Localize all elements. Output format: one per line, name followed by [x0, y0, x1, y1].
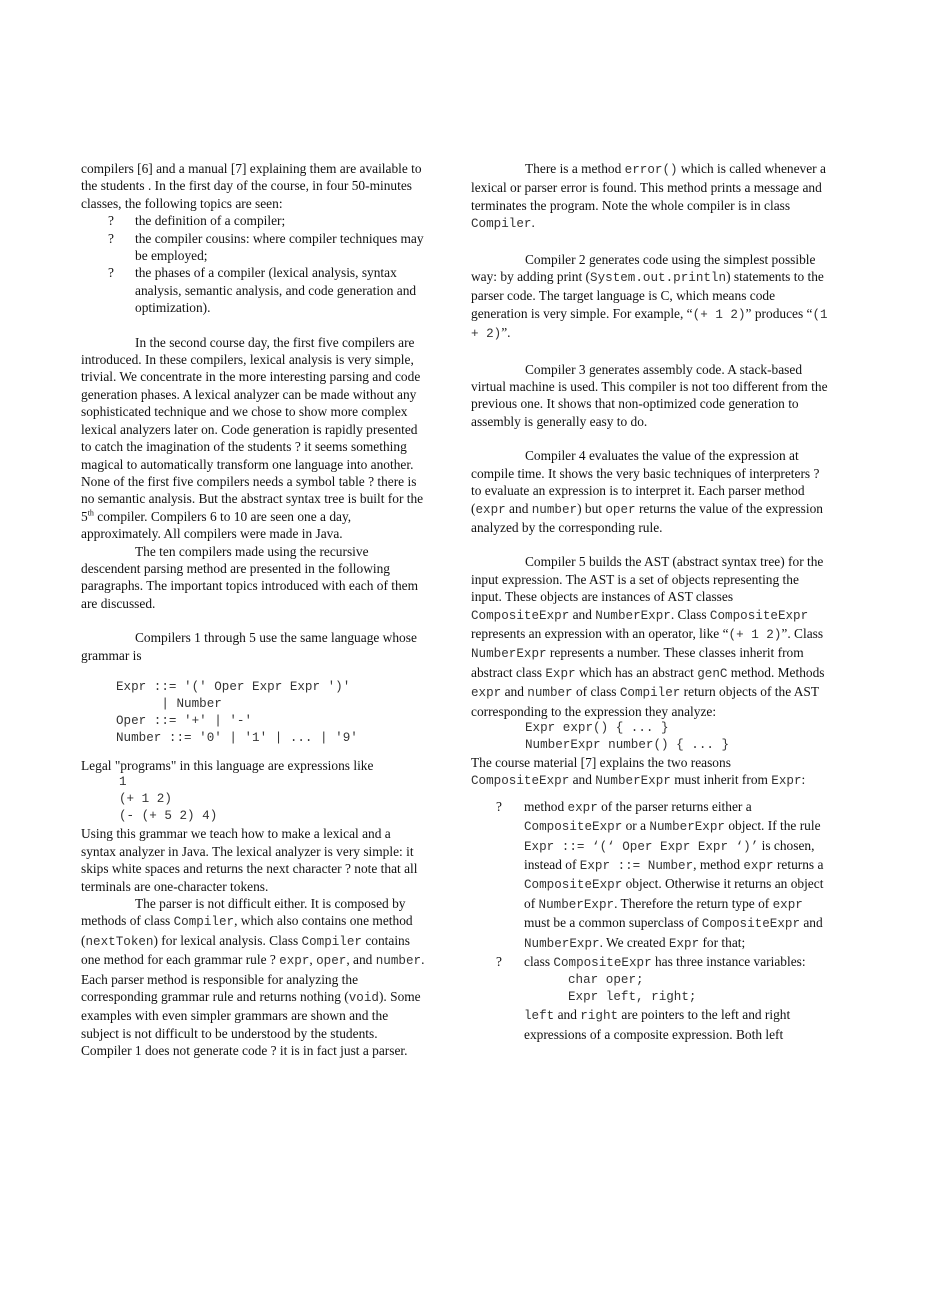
text-run: ). Some examples with even simpler grammars are shown and the subject is not difficult to be understood by the students. Compiler 1 does not generate code ? it is in fact just a parser.: [81, 989, 421, 1059]
inline-code: Expr ::= ‘(‘ Oper Expr Expr ‘)’: [524, 839, 759, 854]
text-run: Compiler 2 generates code using the simplest possible way: by adding print (: [471, 251, 816, 285]
inline-code: CompositeExpr: [471, 774, 570, 789]
text-run: which has an abstract: [575, 664, 698, 680]
text-run: for that;: [699, 934, 746, 950]
text-run: The course material [7] explains the two reasons: [471, 754, 731, 770]
paragraph-course-material: [471, 754, 829, 791]
text-run: object. If the rule: [724, 818, 821, 834]
inline-code: Compiler: [471, 217, 532, 232]
text-run: Compiler 4 evaluates the value of the expression at compile time. It shows the very basic techniques of interpreters ? to evaluate an expression is to interpret it. Each parser method (: [471, 448, 820, 516]
text-run: . Therefore the return type of: [614, 895, 773, 911]
inline-code: Compiler: [301, 934, 362, 949]
paragraph-compiler-3: Compiler 3 generates assembly code. A stack-based virtual machine is used. This compiler is not too different from the previous one. It shows that non-optimized code generation to assembly is generally easy to do.: [471, 361, 828, 429]
grammar-code-block: Expr ::= '(' Oper Expr Expr ')' | Number Oper ::= '+' | '-' Number ::= '0' | '1' | ... | '9': [116, 679, 358, 745]
paragraph-intro: compilers [6] and a manual [7] explaining them are available to the students . In the first day of the course, in four 50-minutes classes, the following topics are seen:: [81, 161, 422, 211]
inline-code: Compiler: [173, 915, 235, 930]
paragraph-compiler-4: [471, 447, 829, 536]
paragraph-parser: [81, 895, 429, 1060]
inline-code: (1 + 2): [471, 307, 828, 342]
text-run: . Each parser method is responsible for analyzing the corresponding grammar rule and returns nothing (: [81, 952, 425, 1005]
text-run: In the second course day, the first five compilers are introduced. In these compilers, lexical analysis is very simple, trivial. We concentrate in the more interesting parsing and code generation phases. A lexical analyzer can be made without any sophisticated technique and we chose to show more complex lexical analyzers later on. Code generation is rapidly presented to catch the imagination of the students ? it seems something magical to automatically transform one language into another. None of the first five compilers needs a symbol table ? there is no semantic analysis. But the abstract syntax tree is built for the 5: [81, 334, 424, 524]
instance-variables-code-block: char oper; Expr left, right;: [568, 973, 697, 1005]
method-signatures-code-block: Expr expr() { ... } NumberExpr number() { ... }: [525, 720, 730, 752]
text-run: must be a common superclass of: [524, 915, 702, 931]
paragraph-legal-programs: Legal "programs" in this language are expressions like: [81, 757, 374, 773]
inline-code: number: [375, 954, 422, 969]
list-item-text: the compiler cousins: where compiler techniques may be employed;: [135, 230, 424, 264]
text-run: :: [801, 772, 806, 788]
bullet-marker: ?: [496, 954, 502, 970]
text-run: . We created: [599, 934, 669, 950]
text-run: , and: [346, 952, 376, 968]
inline-code: expr: [567, 800, 598, 815]
text-run: compiler. Compilers 6 to 10 are seen one a day, approximately. All compilers were made in Java.: [81, 508, 352, 542]
text-run: is chosen, instead of: [524, 837, 815, 872]
list-item: [81, 212, 429, 229]
inline-code: number: [527, 686, 573, 701]
list-item: [81, 264, 429, 316]
inline-code: expr: [279, 954, 310, 969]
text-run: or a: [622, 818, 650, 834]
text-run: returns a: [773, 857, 824, 872]
left-column: [81, 160, 429, 1060]
text-run: object. Otherwise it returns an object of: [524, 876, 824, 911]
inline-code: Expr: [668, 936, 700, 951]
inline-code: Expr: [771, 774, 802, 789]
text-run: represents an expression with an operator, like “: [471, 625, 729, 641]
inline-code: Expr ::= Number: [579, 859, 694, 873]
text-run: and: [569, 606, 596, 622]
text-run: and: [569, 772, 596, 788]
text-run: ) statements to the parser code. The target language is C, which means code generation is very simple. For example, “: [471, 269, 824, 321]
text-run: and: [505, 500, 532, 516]
inline-code: CompositeExpr: [553, 956, 652, 971]
paragraph-second-day: [81, 334, 429, 543]
inline-code: NumberExpr: [471, 647, 547, 662]
inline-code: expr: [475, 502, 506, 517]
inline-code: void: [348, 991, 379, 1006]
inline-code: NumberExpr: [524, 936, 600, 951]
inline-code: NumberExpr: [595, 608, 671, 623]
text-run: which is called whenever a lexical or parser error is found. This method prints a message and terminates the program. Note the whole compiler is in class: [471, 161, 826, 213]
text-run: class: [524, 954, 554, 970]
inline-code: number: [531, 502, 578, 517]
inline-code: CompositeExpr: [524, 820, 623, 835]
inline-code: NumberExpr: [538, 897, 615, 912]
inline-code: Expr: [545, 666, 576, 681]
text-run: represents a number. These classes inherit from abstract class: [471, 645, 804, 680]
inline-code: genC: [697, 666, 728, 681]
inline-code: NumberExpr: [649, 820, 725, 835]
inline-code: System.out.println: [590, 271, 727, 286]
right-column: [471, 160, 829, 1043]
inline-code: CompositeExpr: [709, 608, 809, 623]
inline-code: expr: [743, 859, 774, 873]
text-run: ) for lexical analysis. Class: [153, 932, 302, 948]
bullet-marker: ?: [108, 213, 114, 229]
inline-code: (+ 1 2): [692, 307, 746, 322]
inline-code: oper: [316, 954, 347, 969]
list-item-text: the phases of a compiler (lexical analysis, syntax analysis, semantic analysis, and code generation and optimization).: [135, 265, 417, 316]
paragraph-lexical-analyzer: Using this grammar we teach how to make a lexical and a syntax analyzer in Java. The lexical analyzer is very simple: it skips white spaces and returns the next character ? note that all terminals are one-character tokens.: [81, 826, 418, 894]
paragraph-ten-compilers: The ten compilers made using the recursive descendent parsing method are presented in the following paragraphs. The important topics introduced with each of them are discussed.: [81, 543, 419, 611]
bullet-marker: ?: [108, 230, 114, 246]
list-item: [471, 953, 829, 1043]
example-code-block: 1 (+ 1 2) (- (+ 5 2) 4): [119, 775, 218, 824]
list-item-text: the definition of a compiler;: [135, 213, 286, 229]
inline-code: error(): [624, 163, 678, 177]
text-run: ”.: [501, 325, 511, 341]
bullet-marker: ?: [108, 265, 114, 281]
inline-code: CompositeExpr: [471, 608, 570, 623]
text-run: and: [554, 1007, 581, 1023]
text-run: of the parser returns either a: [597, 798, 752, 814]
paragraph-compiler-2: [471, 251, 829, 344]
text-run: contains one method for each grammar rule ?: [81, 932, 410, 968]
text-run: Compiler 5 builds the AST (abstract syntax tree) for the input expression. The AST is a set of objects representing the input. These objects are instances of AST classes: [471, 554, 824, 605]
text-run: return objects of the AST corresponding to the expression they analyze:: [471, 684, 819, 719]
text-run: has three instance variables:: [651, 954, 806, 970]
text-run: . Class: [670, 606, 710, 622]
inline-code: CompositeExpr: [524, 878, 623, 893]
paragraph-compiler-5: [471, 553, 829, 720]
inline-code: expr: [772, 897, 803, 912]
text-run: must inherit from: [670, 772, 772, 788]
text-run: .: [531, 215, 535, 231]
text-run: are pointers to the left and right expressions of a composite expression. Both left: [524, 1007, 791, 1042]
bullet-marker: ?: [496, 798, 502, 814]
list-item: [471, 798, 829, 953]
text-run: , which also contains one method (: [81, 913, 413, 948]
text-run: There is a method: [525, 161, 625, 176]
paragraph-error-method: [471, 160, 829, 234]
text-run: returns the value of the expression analyzed by the corresponding rule.: [471, 500, 824, 535]
inline-code: left: [524, 1009, 555, 1024]
text-run: and: [800, 915, 823, 931]
text-run: of class: [572, 684, 620, 700]
list-item: [81, 230, 429, 265]
inline-code: right: [580, 1009, 619, 1024]
text-run: and: [501, 684, 528, 700]
inline-code: (+ 1 2): [728, 627, 782, 642]
text-run: The parser is not difficult either. It is composed by methods of class: [81, 896, 406, 929]
inline-code: NumberExpr: [595, 774, 671, 789]
text-run: method: [524, 798, 568, 814]
inline-code: CompositeExpr: [701, 917, 801, 932]
text-run: , method: [693, 857, 744, 872]
text-run: ”. Class: [781, 625, 824, 641]
inline-code: nextToken: [85, 934, 154, 949]
text-run: method. Methods: [727, 664, 825, 680]
text-run: ) but: [577, 500, 606, 516]
paragraph-grammar-intro: Compilers 1 through 5 use the same language whose grammar is: [81, 630, 417, 663]
text-run: ,: [309, 952, 317, 968]
text-run: ” produces “: [745, 305, 813, 321]
inline-code: Compiler: [619, 686, 681, 701]
inline-code: oper: [605, 502, 636, 517]
inline-code: expr: [471, 686, 502, 701]
superscript: th: [87, 508, 94, 518]
